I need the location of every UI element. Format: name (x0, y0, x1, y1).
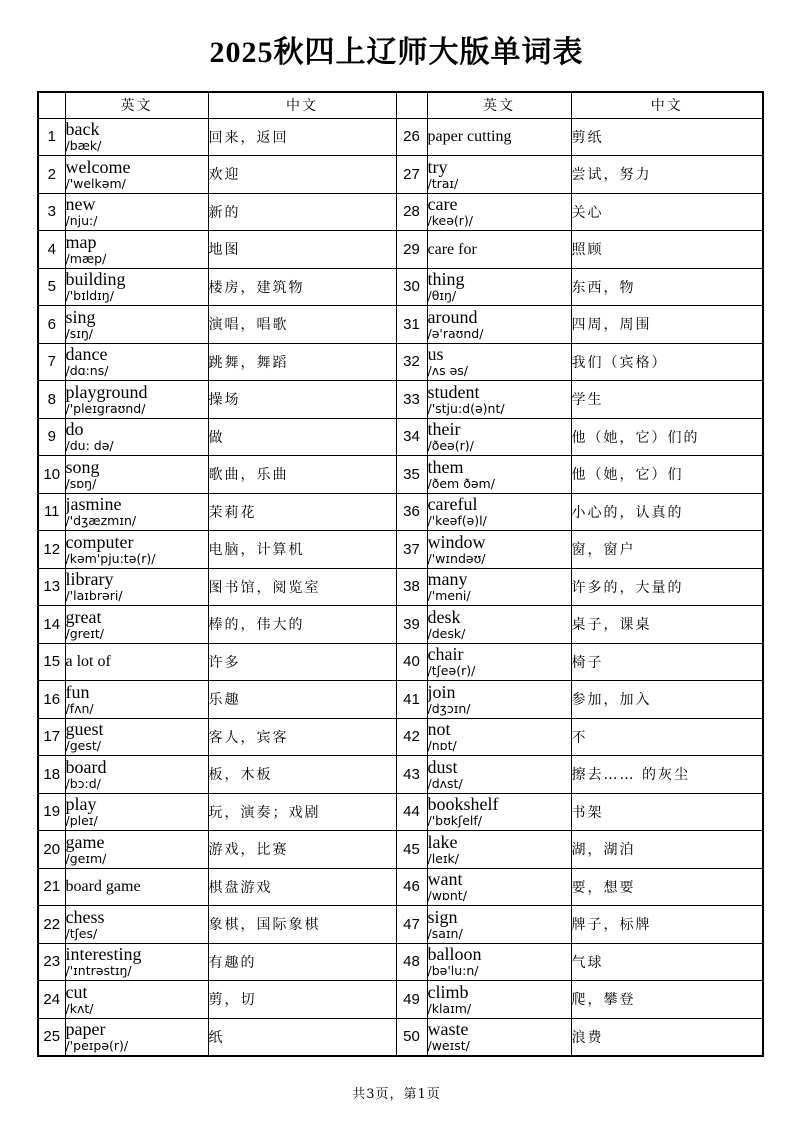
table-row (38, 643, 763, 681)
phonetic-transcription: /bæk/ (65, 138, 102, 154)
english-cell-left (65, 943, 208, 981)
phonetic-transcription: /bɔ:d/ (65, 775, 101, 791)
english-word: around (427, 306, 478, 327)
english-word: play (65, 794, 97, 815)
page-title: 2025秋四上辽师大版单词表 (209, 36, 584, 69)
chinese-meaning-right: 小心的，认真的 (571, 493, 763, 531)
table-row (38, 756, 763, 794)
row-number-right: 47 (396, 906, 427, 944)
english-cell-right (427, 193, 571, 231)
row-number-right: 45 (396, 831, 427, 869)
english-word: board (65, 756, 107, 777)
english-word: a lot of (65, 653, 111, 671)
chinese-meaning-right: 桌子，课桌 (571, 606, 763, 644)
english-word: song (65, 456, 100, 477)
english-cell-right (427, 831, 571, 869)
english-cell-left (65, 568, 208, 606)
table-row (38, 418, 763, 456)
english-cell-right (427, 1018, 571, 1056)
row-number-right: 31 (396, 306, 427, 344)
english-cell-left (65, 193, 208, 231)
chinese-meaning-right: 爬，攀登 (571, 981, 763, 1019)
english-word: lake (427, 831, 458, 852)
chinese-meaning-left: 客人，宾客 (208, 718, 396, 756)
chinese-meaning-right: 学生 (571, 381, 763, 419)
chinese-meaning-right: 四周，周围 (571, 306, 763, 344)
phonetic-transcription: /desk/ (427, 625, 466, 641)
chinese-meaning-left: 棋盘游戏 (208, 868, 396, 906)
chinese-meaning-left: 跳舞，舞蹈 (208, 343, 396, 381)
chinese-meaning-left: 游戏，比赛 (208, 831, 396, 869)
english-cell-left (65, 681, 208, 719)
english-cell-left (65, 981, 208, 1019)
row-number-right: 30 (396, 268, 427, 306)
chinese-meaning-left: 地图 (208, 231, 396, 269)
english-cell-left (65, 643, 208, 681)
table-row (38, 868, 763, 906)
english-cell-right (427, 118, 571, 156)
english-cell-right (427, 793, 571, 831)
row-number-right: 43 (396, 756, 427, 794)
table-row (38, 306, 763, 344)
english-word: welcome (65, 156, 131, 177)
english-word: sign (427, 906, 458, 927)
chinese-meaning-right: 关心 (571, 193, 763, 231)
row-number-right: 40 (396, 643, 427, 681)
row-number-left: 25 (38, 1018, 65, 1056)
table-row (38, 981, 763, 1019)
english-word: their (427, 419, 461, 440)
english-word: paper cutting (427, 128, 512, 146)
english-word: care for (427, 240, 477, 258)
english-word: building (65, 269, 126, 290)
english-word: care (427, 194, 458, 215)
phonetic-transcription: /tʃeə(r)/ (427, 663, 476, 679)
english-cell-left (65, 306, 208, 344)
english-cell-left (65, 418, 208, 456)
column-header-english-left: 英文 (65, 92, 208, 118)
vocab-table-body (38, 118, 763, 1056)
table-row (38, 906, 763, 944)
english-word: map (65, 231, 97, 252)
phonetic-transcription: /bə'lu:n/ (427, 963, 479, 979)
english-word: game (65, 831, 105, 852)
english-word: do (65, 419, 84, 440)
english-cell-right (427, 231, 571, 269)
chinese-meaning-right: 擦去…… 的灰尘 (571, 756, 763, 794)
english-cell-left (65, 493, 208, 531)
phonetic-transcription: /kəm'pju:tə(r)/ (65, 550, 156, 566)
english-cell-left (65, 156, 208, 194)
row-number-right: 38 (396, 568, 427, 606)
english-word: want (427, 869, 463, 890)
row-number-right: 39 (396, 606, 427, 644)
row-number-right: 34 (396, 418, 427, 456)
row-number-right: 33 (396, 381, 427, 419)
chinese-meaning-right: 东西，物 (571, 268, 763, 306)
english-cell-left (65, 831, 208, 869)
row-number-left: 21 (38, 868, 65, 906)
english-cell-left (65, 343, 208, 381)
row-number-left: 20 (38, 831, 65, 869)
english-word: us (427, 344, 444, 365)
english-cell-left (65, 118, 208, 156)
row-number-right: 29 (396, 231, 427, 269)
phonetic-transcription: /leɪk/ (427, 850, 459, 866)
chinese-meaning-right: 照顾 (571, 231, 763, 269)
english-cell-right (427, 418, 571, 456)
chinese-meaning-left: 演唱，唱歌 (208, 306, 396, 344)
chinese-meaning-left: 象棋，国际象棋 (208, 906, 396, 944)
chinese-meaning-left: 回来，返回 (208, 118, 396, 156)
english-cell-left (65, 793, 208, 831)
phonetic-transcription: /'ɪntrəstɪŋ/ (65, 963, 132, 979)
english-word: chair (427, 644, 464, 665)
phonetic-transcription: /'keəf(ə)l/ (427, 513, 487, 529)
english-cell-right (427, 343, 571, 381)
row-number-left: 5 (38, 268, 65, 306)
english-cell-left (65, 268, 208, 306)
english-cell-left (65, 231, 208, 269)
english-word: desk (427, 606, 461, 627)
table-row (38, 343, 763, 381)
table-row (38, 718, 763, 756)
english-word: computer (65, 531, 134, 552)
table-row (38, 1018, 763, 1056)
chinese-meaning-left: 纸 (208, 1018, 396, 1056)
chinese-meaning-right: 他（她，它）们的 (571, 418, 763, 456)
phonetic-transcription: /'welkəm/ (65, 175, 126, 191)
english-word: thing (427, 269, 465, 290)
english-word: fun (65, 681, 90, 702)
phonetic-transcription: /ə'raʊnd/ (427, 325, 484, 341)
english-word: climb (427, 981, 469, 1002)
row-number-right: 44 (396, 793, 427, 831)
table-row (38, 156, 763, 194)
table-row (38, 268, 763, 306)
phonetic-transcription: /'bʊkʃelf/ (427, 813, 483, 829)
row-number-left: 14 (38, 606, 65, 644)
english-word: back (65, 119, 100, 140)
chinese-meaning-left: 许多 (208, 643, 396, 681)
english-cell-left (65, 756, 208, 794)
english-word: chess (65, 906, 105, 927)
phonetic-transcription: /dʌst/ (427, 775, 463, 791)
english-cell-left (65, 531, 208, 569)
phonetic-transcription: /mæp/ (65, 250, 107, 266)
english-word: board game (65, 878, 141, 896)
chinese-meaning-right: 椅子 (571, 643, 763, 681)
chinese-meaning-right: 要，想要 (571, 868, 763, 906)
row-number-left: 15 (38, 643, 65, 681)
phonetic-transcription: /keə(r)/ (427, 213, 473, 229)
phonetic-transcription: /'pleɪgraʊnd/ (65, 400, 146, 416)
english-word: cut (65, 981, 88, 1002)
english-cell-right (427, 756, 571, 794)
phonetic-transcription: /'wɪndəʊ/ (427, 550, 486, 566)
english-cell-right (427, 156, 571, 194)
chinese-meaning-left: 有趣的 (208, 943, 396, 981)
table-row (38, 118, 763, 156)
english-cell-right (427, 568, 571, 606)
chinese-meaning-left: 新的 (208, 193, 396, 231)
english-word: window (427, 531, 486, 552)
phonetic-transcription: /dʒɔɪn/ (427, 700, 471, 716)
table-row (38, 493, 763, 531)
chinese-meaning-left: 乐趣 (208, 681, 396, 719)
english-cell-right (427, 493, 571, 531)
table-row (38, 568, 763, 606)
english-word: interesting (65, 944, 142, 965)
english-cell-left (65, 906, 208, 944)
phonetic-transcription: /saɪn/ (427, 925, 463, 941)
english-cell-right (427, 981, 571, 1019)
phonetic-transcription: /'bɪldɪŋ/ (65, 288, 114, 304)
row-number-right: 26 (396, 118, 427, 156)
chinese-meaning-left: 歌曲，乐曲 (208, 456, 396, 494)
english-word: bookshelf (427, 794, 499, 815)
row-number-left: 1 (38, 118, 65, 156)
english-cell-right (427, 868, 571, 906)
row-number-left: 7 (38, 343, 65, 381)
english-word: paper (65, 1019, 106, 1039)
english-cell-left (65, 1018, 208, 1056)
row-number-left: 24 (38, 981, 65, 1019)
row-number-left: 13 (38, 568, 65, 606)
chinese-meaning-left: 茉莉花 (208, 493, 396, 531)
chinese-meaning-right: 书架 (571, 793, 763, 831)
english-word: try (427, 156, 448, 177)
english-cell-right (427, 681, 571, 719)
phonetic-transcription: /klaɪm/ (427, 1000, 472, 1016)
phonetic-transcription: /'meni/ (427, 588, 471, 604)
english-cell-right (427, 268, 571, 306)
english-word: great (65, 606, 102, 627)
row-number-right: 46 (396, 868, 427, 906)
row-number-left: 12 (38, 531, 65, 569)
chinese-meaning-right: 参加，加入 (571, 681, 763, 719)
phonetic-transcription: /dɑ:ns/ (65, 363, 109, 379)
vocab-table (37, 91, 764, 1057)
table-row (38, 531, 763, 569)
row-number-right: 41 (396, 681, 427, 719)
english-word: not (427, 719, 451, 740)
table-row (38, 231, 763, 269)
chinese-meaning-left: 图书馆，阅览室 (208, 568, 396, 606)
english-word: new (65, 194, 96, 215)
english-word: dance (65, 344, 108, 365)
english-cell-right (427, 606, 571, 644)
row-number-left: 18 (38, 756, 65, 794)
row-number-left: 3 (38, 193, 65, 231)
phonetic-transcription: /gest/ (65, 738, 101, 754)
phonetic-transcription: /wɒnt/ (427, 888, 467, 904)
english-cell-left (65, 456, 208, 494)
english-word: dust (427, 756, 458, 777)
phonetic-transcription: /geɪm/ (65, 850, 107, 866)
phonetic-transcription: /tʃes/ (65, 925, 98, 941)
page-footer: 共3页，第1页 (352, 1086, 441, 1102)
phonetic-transcription: /fʌn/ (65, 700, 94, 716)
english-cell-right (427, 531, 571, 569)
row-number-right: 28 (396, 193, 427, 231)
phonetic-transcription: /ʌs əs/ (427, 363, 469, 379)
row-number-right: 32 (396, 343, 427, 381)
chinese-meaning-right: 浪费 (571, 1018, 763, 1056)
column-header-chinese-right: 中文 (571, 92, 763, 118)
chinese-meaning-right: 窗，窗户 (571, 531, 763, 569)
chinese-meaning-left: 电脑，计算机 (208, 531, 396, 569)
row-number-left: 23 (38, 943, 65, 981)
row-number-right: 35 (396, 456, 427, 494)
row-number-right: 50 (396, 1018, 427, 1056)
column-header-english-right: 英文 (427, 92, 571, 118)
phonetic-transcription: /weɪst/ (427, 1038, 470, 1053)
phonetic-transcription: /'laɪbrəri/ (65, 588, 123, 604)
phonetic-transcription: /'peɪpə(r)/ (65, 1038, 129, 1053)
chinese-meaning-left: 楼房，建筑物 (208, 268, 396, 306)
chinese-meaning-right: 不 (571, 718, 763, 756)
phonetic-transcription: /greɪt/ (65, 625, 104, 641)
phonetic-transcription: /sɒŋ/ (65, 475, 97, 491)
english-cell-left (65, 606, 208, 644)
phonetic-transcription: /pleɪ/ (65, 813, 98, 829)
chinese-meaning-right: 他（她，它）们 (571, 456, 763, 494)
table-row (38, 456, 763, 494)
chinese-meaning-left: 棒的，伟大的 (208, 606, 396, 644)
chinese-meaning-left: 欢迎 (208, 156, 396, 194)
phonetic-transcription: /traɪ/ (427, 175, 459, 191)
row-number-right: 27 (396, 156, 427, 194)
phonetic-transcription: /nju:/ (65, 213, 98, 229)
phonetic-transcription: /ðeə(r)/ (427, 438, 474, 454)
table-row (38, 681, 763, 719)
phonetic-transcription: /kʌt/ (65, 1000, 94, 1016)
row-number-left: 4 (38, 231, 65, 269)
table-row (38, 943, 763, 981)
english-word: jasmine (65, 494, 122, 515)
phonetic-transcription: /'dʒæzmɪn/ (65, 513, 137, 529)
row-number-right: 49 (396, 981, 427, 1019)
english-cell-left (65, 868, 208, 906)
column-header-chinese-left: 中文 (208, 92, 396, 118)
table-row (38, 606, 763, 644)
english-word: many (427, 569, 468, 590)
english-cell-right (427, 643, 571, 681)
english-word: guest (65, 719, 104, 740)
phonetic-transcription: /θɪŋ/ (427, 288, 457, 304)
english-word: join (427, 681, 456, 702)
english-cell-left (65, 718, 208, 756)
row-number-right: 42 (396, 718, 427, 756)
english-word: balloon (427, 944, 482, 965)
row-number-left: 19 (38, 793, 65, 831)
english-cell-right (427, 718, 571, 756)
column-header-blank-right (396, 92, 427, 118)
row-number-right: 37 (396, 531, 427, 569)
english-cell-right (427, 906, 571, 944)
row-number-right: 48 (396, 943, 427, 981)
phonetic-transcription: /du: də/ (65, 438, 114, 454)
table-row (38, 381, 763, 419)
chinese-meaning-left: 玩，演奏；戏剧 (208, 793, 396, 831)
phonetic-transcription: /nɒt/ (427, 738, 457, 754)
english-cell-left (65, 381, 208, 419)
english-cell-right (427, 456, 571, 494)
row-number-left: 8 (38, 381, 65, 419)
row-number-left: 9 (38, 418, 65, 456)
chinese-meaning-right: 我们（宾格） (571, 343, 763, 381)
row-number-left: 2 (38, 156, 65, 194)
chinese-meaning-left: 操场 (208, 381, 396, 419)
english-word: waste (427, 1019, 469, 1039)
english-cell-right (427, 381, 571, 419)
table-row (38, 831, 763, 869)
english-word: careful (427, 494, 478, 515)
english-word: student (427, 381, 480, 402)
row-number-right: 36 (396, 493, 427, 531)
row-number-left: 10 (38, 456, 65, 494)
chinese-meaning-right: 湖，湖泊 (571, 831, 763, 869)
table-row (38, 793, 763, 831)
row-number-left: 16 (38, 681, 65, 719)
chinese-meaning-left: 板，木板 (208, 756, 396, 794)
english-word: them (427, 456, 464, 477)
english-word: playground (65, 381, 148, 402)
row-number-left: 11 (38, 493, 65, 531)
chinese-meaning-right: 尝试，努力 (571, 156, 763, 194)
header-row (38, 92, 763, 118)
chinese-meaning-left: 剪，切 (208, 981, 396, 1019)
chinese-meaning-right: 牌子，标牌 (571, 906, 763, 944)
chinese-meaning-left: 做 (208, 418, 396, 456)
table-row (38, 193, 763, 231)
chinese-meaning-right: 剪纸 (571, 118, 763, 156)
phonetic-transcription: /'stju:d(ə)nt/ (427, 400, 505, 416)
english-word: sing (65, 306, 96, 327)
row-number-left: 22 (38, 906, 65, 944)
english-cell-right (427, 943, 571, 981)
row-number-left: 17 (38, 718, 65, 756)
column-header-blank-left (38, 92, 65, 118)
chinese-meaning-right: 许多的，大量的 (571, 568, 763, 606)
phonetic-transcription: /sɪŋ/ (65, 325, 94, 341)
english-cell-right (427, 306, 571, 344)
row-number-left: 6 (38, 306, 65, 344)
chinese-meaning-right: 气球 (571, 943, 763, 981)
english-word: library (65, 569, 114, 590)
phonetic-transcription: /ðem ðəm/ (427, 475, 495, 491)
